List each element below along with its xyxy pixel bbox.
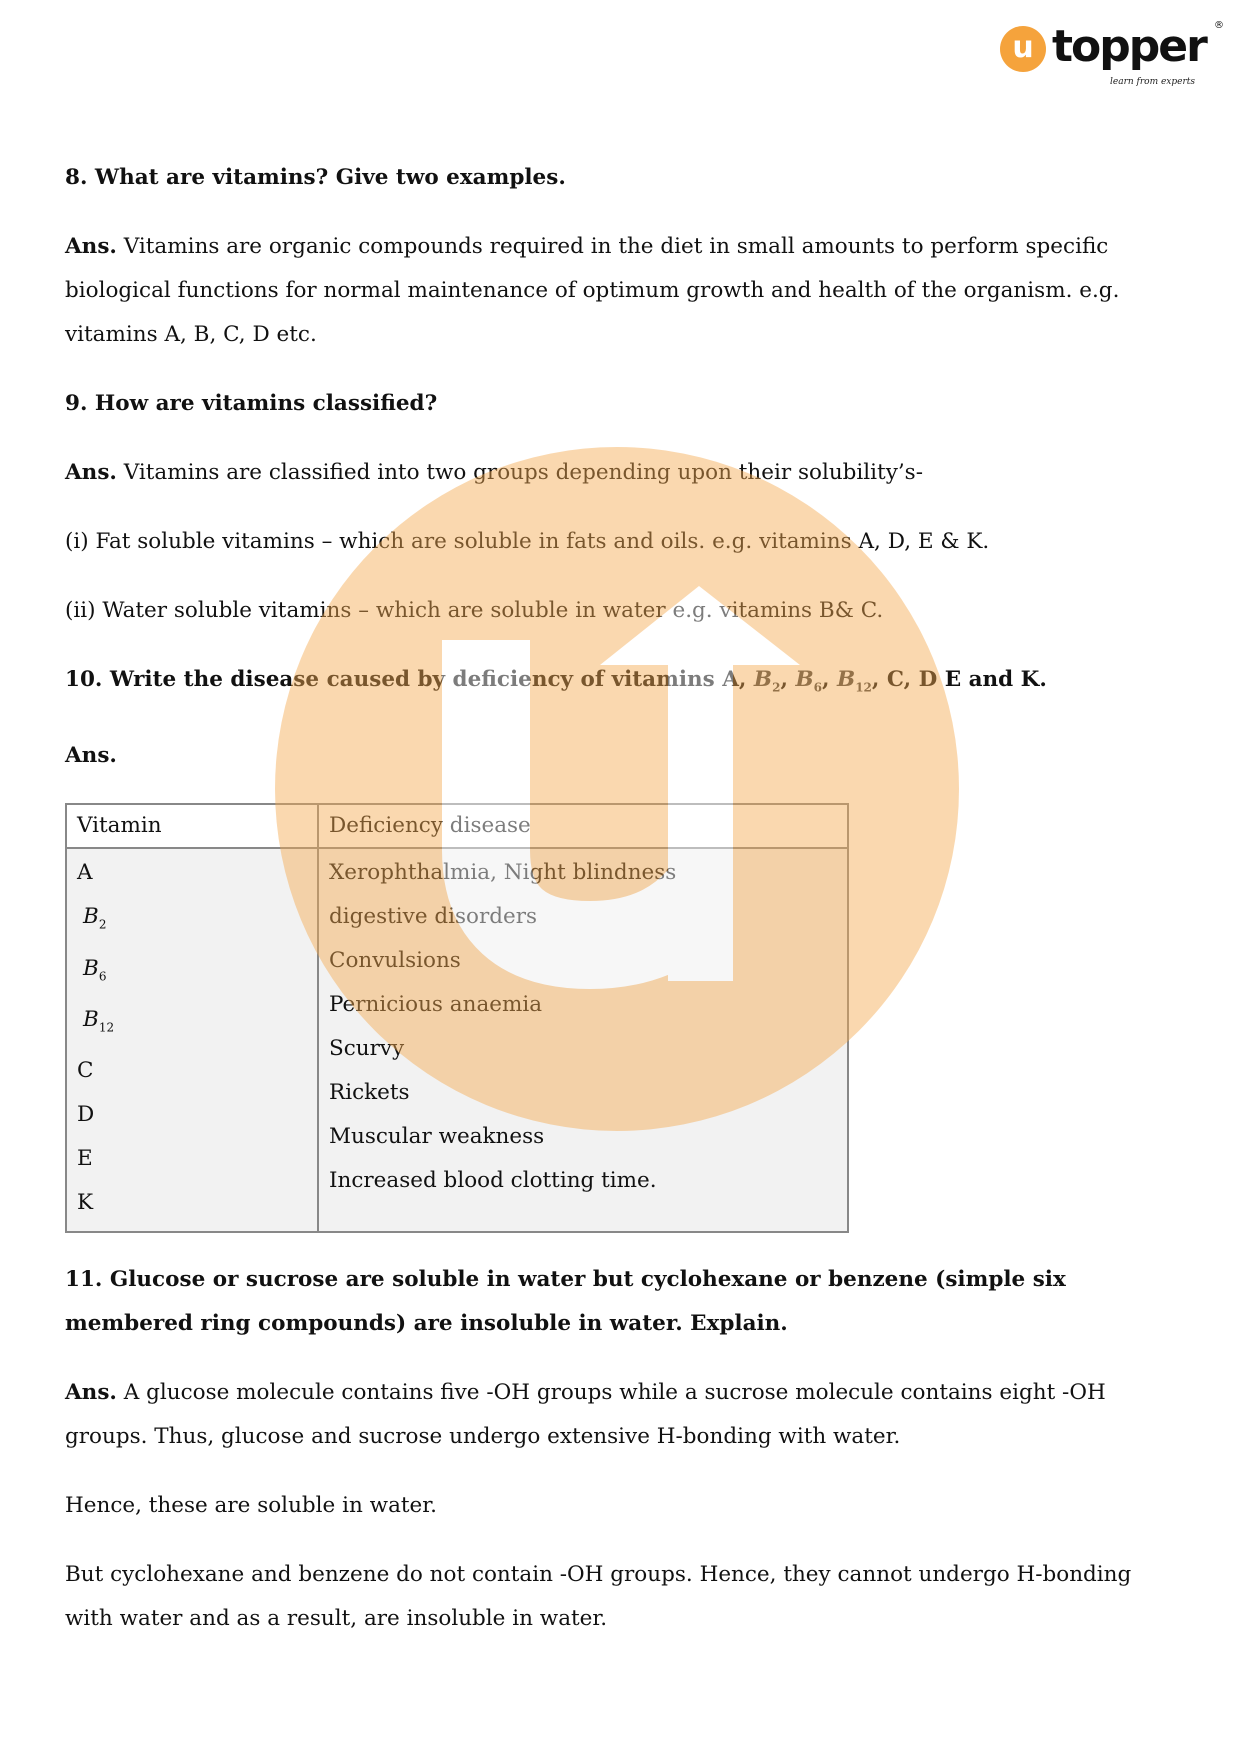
- answer-text: Vitamins are classified into two groups depending upon their solubility’s-: [123, 460, 923, 485]
- disease-cell: Increased blood clotting time.: [329, 1168, 657, 1194]
- vitamin-cell: $B_{12}$: [83, 1006, 115, 1035]
- answer-text: A glucose molecule contains five -OH groups while a sucrose molecule contains eight -OH groups. Thus, glucose and sucrose undergo extensive H-bonding with water.: [65, 1380, 1106, 1450]
- disease-cell: digestive disorders: [329, 904, 538, 930]
- header-disease: Deficiency disease: [318, 804, 848, 848]
- disease-cell: Convulsions: [329, 948, 461, 974]
- question-8: 8. What are vitamins? Give two examples.: [65, 165, 566, 190]
- vitamin-cell: D: [77, 1102, 95, 1128]
- header-vitamin: Vitamin: [66, 804, 318, 848]
- disease-cell: Muscular weakness: [329, 1124, 545, 1150]
- logo-tagline: learn from experts: [1110, 77, 1196, 87]
- point-water-soluble: (ii) Water soluble vitamins – which are soluble in water e.g. vitamins B& C.: [65, 598, 884, 623]
- vitamin-deficiency-table: [65, 803, 849, 1233]
- table-body-row: [66, 848, 848, 1232]
- disease-cell: Xerophthalmia, Night blindness: [329, 860, 677, 886]
- b12-symbol: $B_{12}$: [837, 667, 872, 695]
- topper-logo: [1000, 20, 1230, 96]
- point-fat-soluble: (i) Fat soluble vitamins – which are soluble in fats and oils. e.g. vitamins A, D, E & K.: [65, 529, 990, 554]
- b2-symbol: $B_2$: [753, 667, 781, 695]
- answer-text: Vitamins are organic compounds required in the diet in small amounts to perform specific biological functions for normal maintenance of optimum growth and health of the organism. e.g. vitamins A, B, C, D etc.: [65, 234, 1120, 347]
- vitamin-cell: A: [77, 860, 93, 886]
- answer-11-para3: But cyclohexane and benzene do not contain -OH groups. Hence, they cannot undergo H-bonding with water and as a result, are insoluble in water.: [65, 1562, 1132, 1632]
- registered-mark: ®: [1214, 20, 1224, 31]
- answer-9: [65, 451, 1175, 495]
- vitamin-cell: $B_6$: [83, 955, 107, 983]
- vitamin-column: [66, 848, 318, 1232]
- answer-8: [65, 225, 1175, 357]
- ans-label: Ans.: [65, 1380, 117, 1406]
- logo-word: topper: [1052, 21, 1206, 72]
- question-11: 11. Glucose or sucrose are soluble in water but cyclohexane or benzene (simple six membered ring compounds) are insoluble in water. Explain.: [65, 1267, 1066, 1337]
- answer-11-para2: Hence, these are soluble in water.: [65, 1493, 437, 1519]
- question-text: 10. Write the disease caused by deficiency of vitamins A,: [65, 667, 747, 692]
- question-9: 9. How are vitamins classified?: [65, 391, 438, 416]
- b6-symbol: $B_6$: [795, 667, 823, 695]
- logo-mark: u: [1000, 26, 1046, 72]
- answer-11: [65, 1371, 1175, 1459]
- disease-cell: Scurvy: [329, 1036, 405, 1062]
- vitamin-cell: K: [77, 1190, 94, 1216]
- disease-cell: Rickets: [329, 1080, 410, 1106]
- disease-column: [318, 848, 848, 1232]
- question-10: 10. Write the disease caused by deficiency of vitamins A, $B_2$, $B_6$, $B_{12}$, C, D E and K.: [65, 667, 1047, 695]
- question-text-end: , C, D E and K.: [871, 667, 1047, 692]
- table-header-row: [66, 804, 848, 848]
- disease-cell: Pernicious anaemia: [329, 992, 543, 1018]
- vitamin-cell: $B_2$: [83, 904, 107, 932]
- ans-label: Ans.: [65, 234, 117, 259]
- ans-label: Ans.: [65, 743, 117, 769]
- document-body: [65, 156, 1175, 1666]
- vitamin-cell: E: [77, 1146, 93, 1172]
- ans-label: Ans.: [65, 460, 117, 485]
- vitamin-cell: C: [77, 1058, 94, 1084]
